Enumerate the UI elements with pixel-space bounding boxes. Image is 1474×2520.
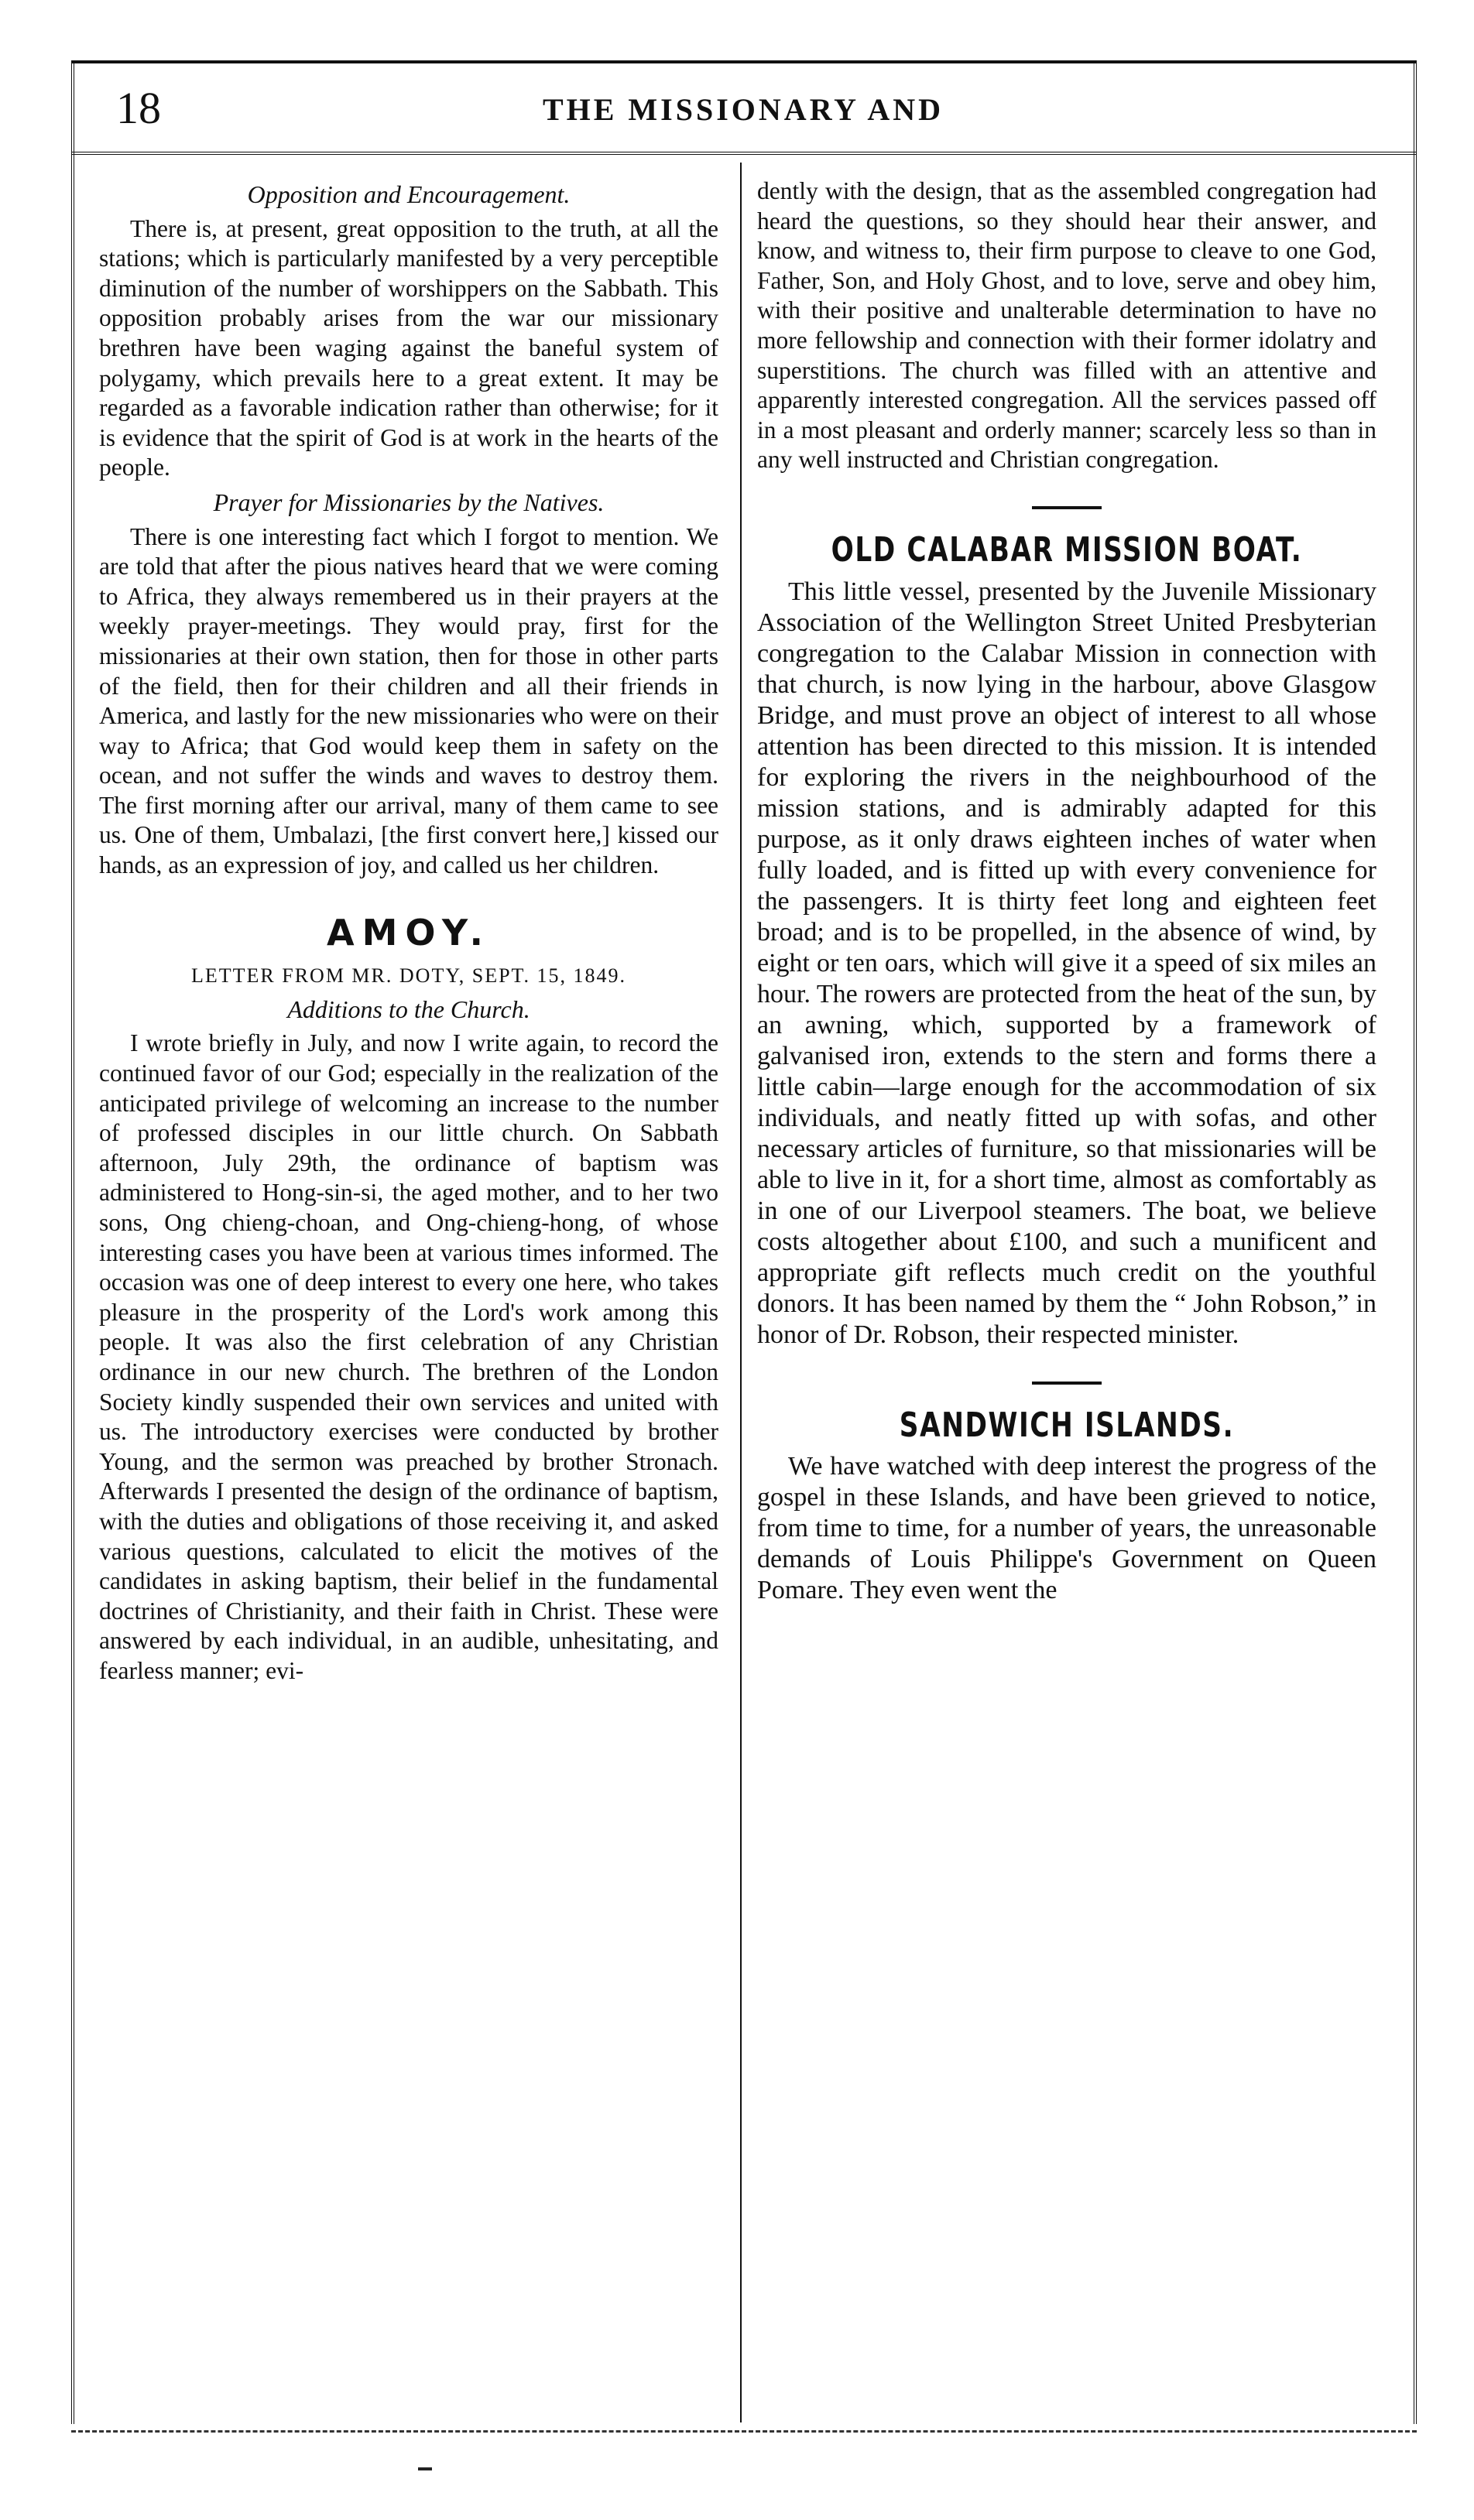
running-head: THE MISSIONARY AND xyxy=(542,92,944,127)
section-separator xyxy=(1032,506,1102,509)
left-column xyxy=(99,176,718,1691)
paragraph-sandwich: We have watched with deep interest the progress of the gospel in these Islands, and have been grieved to notice, from time to time, for a number of years, the unreasonable demands of Louis Philippe's Government on Queen Pomare. They even went the xyxy=(757,1452,1376,1605)
section-title-calabar: OLD CALABAR MISSION BOAT. xyxy=(831,529,1303,570)
right-column xyxy=(757,176,1376,1611)
paragraph-calabar: This little vessel, presented by the Juvenile Missionary Association of the Wellington Street United Presbyterian congregation to the Calabar Mission in connection with that church, is now lying in the harbour, above Glasgow Bridge, and must prove an object of interest to all whose attention has been directed to this mission. It is intended for exploring the rivers in the neighbourhood of the mission stations, and is admirably adapted for this purpose, as it only draws eighteen inches of water when fully loaded, and is fitted up with every convenience for the passengers. It is thirty feet long and eighteen feet broad; and is to be propelled, in the absence of wind, by eight or ten oars, which will give it a speed of six miles an hour. The rowers are protected from the heat of the sun, by an awning, which, supported by a framework of galvanised iron, extends to the stern and forms there a little cabin—large enough for the accommodation of six individuals, and neatly fitted up with sofas, and other necessary articles of furniture, so that missionaries will be able to live in it, for a short time, almost as comfortably as in one of our Liverpool steamers. The boat, we believe costs altogether about £100, and such a munificent and appropriate gift reflects much credit on the youthful donors. It has been named by them the “ John Robson,” in honor of Dr. Robson, their respected minister. xyxy=(757,577,1376,1349)
section-heading-opposition: Opposition and Encouragement. xyxy=(247,180,571,208)
section-title-sandwich: SANDWICH ISLANDS. xyxy=(899,1405,1235,1445)
paragraph-amoy-continued: dently with the design, that as the assembled congregation had heard the questions, so they should hear their answer, and know, and witness to, their firm purpose to cleave to one God, Father, Son, and Holy Ghost, and to love, serve and obey him, with their positive and unalterable determination to have no more fellowship and connection with their former idolatry and superstitions. The church was filled with an attentive and apparently interested congregation. All the services passed off in a most pleasant and orderly manner; scarcely less so than in any well instructed and Christian congregation. xyxy=(757,177,1376,474)
paragraph-amoy: I wrote briefly in July, and now I write again, to record the continued favor of our God; especially in the realization of the anticipated privilege of welcoming an increase to the number of professed disciples in our little church. On Sabbath afternoon, July 29th, the ordinance of baptism was administered to Hong-sin-si, the aged mother, and to her two sons, Ong chieng-choan, and Ong-chieng-hong, of whose interesting cases you have been at various times informed. The occasion was one of deep interest to every one here, who takes pleasure in the prosperity of the Lord's work among this people. It was also the first celebration of any Christian ordinance in our new church. The brethren of the London Society kindly suspended their own services and united with us. The introductory exercises were conducted by brother Young, and the sermon was preached by brother Stronach. Afterwards I presented the design of the ordinance of baptism, with the duties and obligations of those receiving it, and asked various questions, calculated to elicit the motives of the candidates in asking baptism, their belief in the fundamental doctrines of Christianity, and their faith in Christ. These were answered by each individual, in an audible, unhesitating, and fearless manner; evi- xyxy=(99,1029,718,1684)
letter-dateline: LETTER FROM MR. DOTY, SEPT. 15, 1849. xyxy=(190,964,627,988)
page-number: 18 xyxy=(116,83,161,133)
column-divider xyxy=(740,163,742,2422)
section-heading-prayer: Prayer for Missionaries by the Natives. xyxy=(213,488,605,516)
stray-mark xyxy=(418,2467,432,2470)
section-heading-additions: Additions to the Church. xyxy=(287,995,530,1023)
section-title-amoy: AMOY. xyxy=(326,911,491,954)
page-header xyxy=(85,74,1401,144)
bottom-border xyxy=(71,2430,1417,2433)
paragraph-opposition: There is, at present, great opposition to the truth, at all the stations; which is particularly manifested by a very perceptible diminution of the number of worshippers on the Sabbath. This opposition probably arises from the war our missionary brethren have been waging against the baneful system of polygamy, which prevails here to a great extent. It may be regarded as a favorable indication rather than otherwise; for it is evidence that the spirit of God is at work in the hearts of the people. xyxy=(99,214,718,481)
paragraph-prayer: There is one interesting fact which I forgot to mention. We are told that after the pious natives heard that we were coming to Africa, they always remembered us in their prayers at the weekly prayer-meetings. They would pray, first for the missionaries at their own station, then for those in other parts of the field, then for their children and all their friends in America, and lastly for the new missionaries who were on their way to Africa; that God would keep them in safety on the ocean, and not suffer the winds and waves to destroy them. The first morning after our arrival, many of them came to see us. One of them, Umbalazi, [the first convert here,] kissed our hands, as an expression of joy, and called us her children. xyxy=(99,522,718,879)
header-rule xyxy=(71,152,1417,155)
section-separator-2 xyxy=(1032,1382,1102,1385)
